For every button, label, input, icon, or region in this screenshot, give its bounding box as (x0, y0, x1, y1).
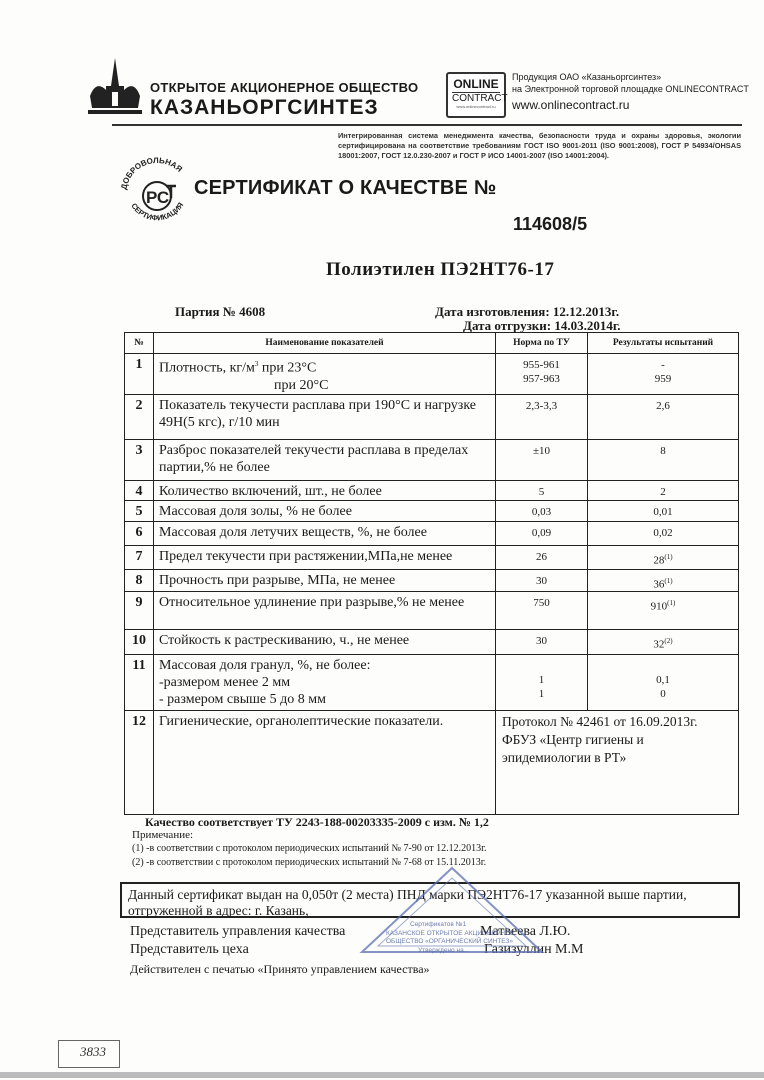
col-header-result: Результаты испытаний (588, 333, 739, 354)
row-name-text: -размером менее 2 мм (159, 675, 291, 691)
table-row (125, 545, 739, 569)
row-number: 8 (125, 569, 154, 592)
table-row (125, 569, 739, 592)
norm-value: 957-963 (523, 373, 560, 385)
validity-note: Действителен с печатью «Принято управлением качества» (130, 962, 430, 976)
notes-title: Примечание: (132, 829, 194, 841)
certificate-title: СЕРТИФИКАТ О КАЧЕСТВЕ № (194, 177, 497, 199)
rst-mark-top-text: ДОБРОВОЛЬНАЯ (119, 155, 184, 191)
row-result: 8 (588, 439, 739, 480)
header-divider (112, 124, 742, 126)
page-number: 3833 (80, 1044, 106, 1059)
table-row (125, 592, 739, 630)
table-row (125, 630, 739, 655)
quality-table (124, 332, 739, 815)
row-norm: 0,09 (496, 521, 588, 545)
row-name: Относительное удлинение при разрыве,% не менее (154, 592, 496, 630)
row-result: 2 (588, 480, 739, 500)
stamp-text: Сертификатов №1 (410, 921, 467, 928)
note-1: (1) -в соответствии с протоколом периодических испытаний № 7-90 от 12.12.2013г. (132, 843, 487, 854)
online-contract-logo (446, 72, 506, 118)
row-name-text: Массовая доля гранул, %, не более: (159, 658, 371, 674)
certificate-number: 114608/5 (513, 214, 588, 234)
result-value: 0,1 (656, 674, 670, 687)
online-contract-line3: www.onlinecontract.ru (456, 104, 496, 109)
voluntary-certification-mark-icon (118, 154, 196, 226)
row-number: 10 (125, 630, 154, 655)
note-ref: (2) (664, 637, 673, 646)
result-value: 910 (650, 600, 668, 613)
row-number: 5 (125, 500, 154, 521)
online-contract-line1: ONLINE (453, 77, 499, 91)
row-norm: ±10 (496, 439, 588, 480)
stamp-text: ОБЩЕСТВО «ОРГАНИЧЕСКИЙ СИНТЕЗ» (386, 938, 514, 945)
row-number: 4 (125, 480, 154, 500)
row-norm: 30 (496, 569, 588, 592)
row-result (588, 630, 739, 655)
batch-number: Партия № 4608 (175, 304, 266, 319)
company-name: КАЗАНЬОРГСИНТЕЗ (150, 96, 379, 119)
note-2: (2) -в соответствии с протоколом периодических испытаний № 7-68 от 15.11.2013г. (132, 857, 487, 868)
issued-statement: Данный сертификат выдан на 0,050т (2 места) ПНД марки ПЭ2НТ76-17 указанной выше партии, отгруженной в адрес: г. Казань, (120, 882, 740, 918)
table-header-row (125, 333, 739, 354)
row-name: Показатель текучести расплава при 190°С и нагрузке 49Н(5 кгс), г/10 мин (154, 394, 496, 439)
quality-stamp-icon (352, 864, 552, 960)
norm-value: 1 (538, 674, 545, 687)
table-row (125, 439, 739, 480)
company-name-line1: ОТКРЫТОЕ АКЦИОНЕРНОЕ ОБЩЕСТВО (150, 80, 419, 95)
qa-representative-name: Матвеева Л.Ю. (480, 924, 571, 939)
quality-statement: Качество соответствует ТУ 2243-188-00203335-2009 с изм. № 1,2 (145, 815, 489, 829)
superscript: 3 (254, 360, 259, 368)
row-name-text: при 23°С (258, 360, 317, 376)
product-info-line2: на Электронной торговой площадке ONLINECONTRACT (512, 84, 749, 94)
row-result: 2,6 (588, 394, 739, 439)
col-header-number: № (125, 333, 154, 354)
row-number: 9 (125, 592, 154, 630)
manufacture-date: Дата изготовления: 12.12.2013г. (435, 304, 620, 319)
norm-value: 955-961 (523, 359, 560, 371)
row-result: 0,02 (588, 521, 739, 545)
row-norm: 26 (496, 545, 588, 569)
row-name: Массовая доля летучих веществ, %, не более (154, 521, 496, 545)
row-norm: 750 (496, 592, 588, 630)
rst-mark-bottom-text: СЕРТИФИКАЦИЯ (129, 200, 186, 223)
shipment-date: Дата отгрузки: 14.03.2014г. (463, 318, 621, 333)
shop-representative-label: Представитель цеха (130, 942, 249, 957)
table-row (125, 394, 739, 439)
row-name (154, 655, 496, 711)
row-name: Стойкость к растрескиванию, ч., не менее (154, 630, 496, 655)
row-result (588, 545, 739, 569)
row-name (154, 354, 496, 395)
row-protocol: Протокол № 42461 от 16.09.2013г. ФБУЗ «Центр гигиены и эпидемиологии в РТ» (496, 711, 739, 815)
row-name: Массовая доля золы, % не более (154, 500, 496, 521)
svg-text:РС: РС (146, 188, 170, 207)
online-contract-line2: CONTRACT (452, 93, 508, 104)
row-name: Прочность при разрыве, МПа, не менее (154, 569, 496, 592)
stamp-text: КАЗАНСКОЕ ОТКРЫТОЕ АКЦИОНЕРНОЕ (386, 930, 515, 937)
table-row (125, 521, 739, 545)
row-result: 0,01 (588, 500, 739, 521)
row-number: 2 (125, 394, 154, 439)
result-value: - (661, 359, 665, 371)
company-logo-icon (86, 56, 144, 118)
result-value: 959 (654, 373, 672, 385)
website-url: www.onlinecontract.ru (512, 98, 630, 112)
row-result (588, 655, 739, 711)
row-norm: 5 (496, 480, 588, 500)
product-name: Полиэтилен ПЭ2НТ76-17 (326, 259, 555, 280)
table-row (125, 655, 739, 711)
row-name: Гигиенические, органолептические показатели. (154, 711, 496, 815)
result-value: 32 (653, 638, 665, 651)
row-name-text: - размером свыше 5 до 8 мм (159, 692, 326, 708)
col-header-norm: Норма по ТУ (496, 333, 588, 354)
row-number: 3 (125, 439, 154, 480)
row-name: Количество включений, шт., не более (154, 480, 496, 500)
row-norm: 2,3-3,3 (496, 394, 588, 439)
table-row (125, 480, 739, 500)
row-number: 1 (125, 354, 154, 395)
table-row (125, 500, 739, 521)
row-name: Разброс показателей текучести расплава в пределах партии,% не более (154, 439, 496, 480)
bottom-edge (0, 1072, 764, 1078)
row-result (588, 592, 739, 630)
row-name: Предел текучести при растяжении,МПа,не менее (154, 545, 496, 569)
table-row (125, 711, 739, 815)
row-norm (496, 655, 588, 711)
row-name-text: при 20°С (274, 377, 329, 393)
note-ref: (1) (664, 576, 673, 585)
row-result (588, 569, 739, 592)
note-ref: (1) (664, 552, 673, 561)
row-norm (496, 354, 588, 395)
row-norm: 0,03 (496, 500, 588, 521)
row-norm: 30 (496, 630, 588, 655)
stamp-text: Утверждено на... (418, 947, 470, 954)
table-row (125, 354, 739, 395)
qa-representative-label: Представитель управления качества (130, 924, 346, 939)
row-number: 12 (125, 711, 154, 815)
row-result (588, 354, 739, 395)
note-ref: (1) (667, 599, 676, 608)
iso-certification-text: Интегрированная система менеджмента качества, безопасности труда и охраны здоровья, экологии сертифицирована на соответствие требованиям ГОСТ ISO 9001-2011 (ISO 9001:2008), ГОСТ Р 54934/OHSAS 18001:2007, ГОСТ 12.0.230-2007 и ГОСТ Р ИСО 14001-2007 (ISO 14001:2004). (338, 131, 741, 160)
product-info-line1: Продукция ОАО «Казаньоргсинтез» (512, 72, 662, 82)
row-number: 7 (125, 545, 154, 569)
col-header-name: Наименование показателей (154, 333, 496, 354)
row-name-text: Плотность, кг/м (159, 360, 255, 376)
shop-representative-name: Газизуллин М.М (484, 942, 584, 957)
result-value: 36 (653, 578, 665, 591)
row-number: 6 (125, 521, 154, 545)
row-number: 11 (125, 655, 154, 711)
result-value: 0 (660, 688, 666, 701)
norm-value: 1 (538, 688, 545, 701)
result-value: 28 (653, 554, 665, 567)
